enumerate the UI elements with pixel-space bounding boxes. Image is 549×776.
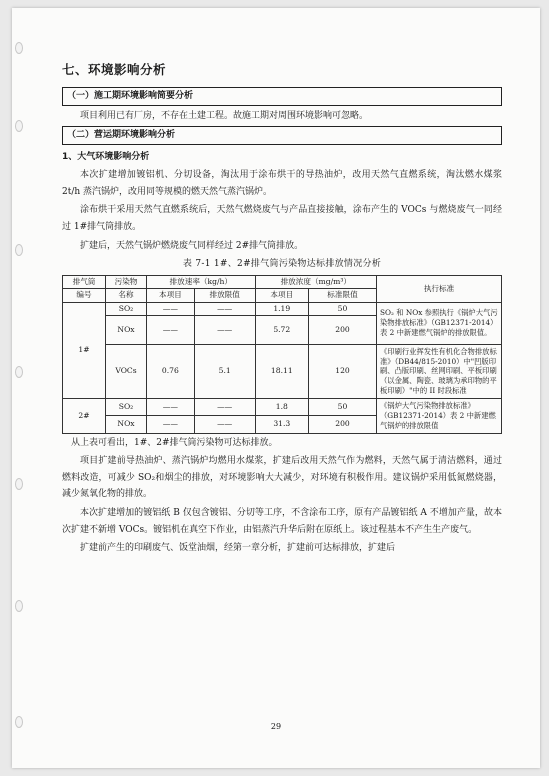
cell-conc-limit: 200 — [308, 315, 376, 344]
header-rate-limit: 排放限值 — [194, 289, 255, 302]
air-paragraph-2: 涂布烘干采用天然气直燃系统后，天然气燃烧废气与产品直接接触，涂布产生的 VOCs 与燃烧废气一同经过 1#排气筒排放。 — [62, 205, 502, 233]
cell-conc-limit: 50 — [308, 302, 376, 315]
air-heading: 1、大气环境影响分析 — [62, 151, 150, 162]
cell-conc-limit: 200 — [308, 416, 376, 433]
header-pollutant-name: 名称 — [106, 289, 147, 302]
cell-pollutant: VOCs — [106, 344, 147, 398]
cell-conc-limit: 120 — [308, 344, 376, 398]
standard-boiler-2: 《锅炉大气污染物排放标准》（GB12371-2014）表 2 中新建燃气锅炉的排放限值 — [377, 399, 502, 434]
cell-pollutant: NOx — [106, 416, 147, 433]
cell-conc: 1.19 — [255, 302, 308, 315]
header-conc-limit: 标准限值 — [308, 289, 376, 302]
binding-hole — [15, 478, 23, 490]
header-conc: 排放浓度（mg/m³） — [255, 276, 376, 289]
cell-conc-limit: 50 — [308, 399, 376, 416]
page-content — [62, 58, 502, 559]
operation-heading: （二）营运期环境影响分析 — [62, 126, 502, 144]
cell-conc: 1.8 — [255, 399, 308, 416]
vocs-paragraph: 本次扩建增加的镀铝纸 B 仅包含镀铝、分切等工序，不含涂布工序，原有产品镀铝纸 A 不增加产量，故本次扩建不新增 VOCs。镀铝机在真空下作业，由铝蒸汽升华后附在原纸上。该过程基本不产生生产废气。 — [62, 508, 502, 535]
cell-rate: 0.76 — [147, 344, 195, 398]
cell-rate: —— — [147, 302, 195, 315]
cell-conc: 18.11 — [255, 344, 308, 398]
section-title: 七、环境影响分析 — [62, 62, 167, 77]
table-row — [63, 302, 502, 315]
construction-heading: （一）施工期环境影响简要分析 — [62, 87, 502, 105]
table-caption: 表 7-1 1#、2#排气筒污染物达标排放情况分析 — [182, 259, 382, 270]
cell-pollutant: SO₂ — [106, 302, 147, 315]
cell-rate: —— — [147, 416, 195, 433]
page-number: 29 — [270, 722, 282, 731]
header-stack-no: 编号 — [63, 289, 106, 302]
stack-2-label: 2# — [63, 399, 106, 434]
header-rate: 排放速率（kg/h） — [147, 276, 256, 289]
cell-rate-limit: —— — [194, 416, 255, 433]
cell-pollutant: SO₂ — [106, 399, 147, 416]
cell-rate: —— — [147, 315, 195, 344]
document-page — [12, 8, 540, 768]
header-rate-project: 本项目 — [147, 289, 195, 302]
air-paragraph-3: 扩建后，天然气锅炉燃烧废气同样经过 2#排气筒排放。 — [80, 240, 304, 251]
standard-printing: 《印刷行业挥发性有机化合物排放标准》（DB44/815-2010）中"凹版印刷、凸版印刷、丝网印刷、平板印刷（以金属、陶瓷、玻璃为承印物的平板印刷）"中的 II 时段标准 — [377, 344, 502, 398]
binding-hole — [15, 244, 23, 256]
binding-hole — [15, 600, 23, 612]
printing-paragraph: 扩建前产生的印刷废气、饭堂油烟，经第一章分析，扩建前可达标排放，扩建后 — [80, 543, 396, 554]
cell-rate: —— — [147, 399, 195, 416]
emission-table — [62, 275, 502, 434]
cell-conc: 31.3 — [255, 416, 308, 433]
cell-rate-limit: —— — [194, 315, 255, 344]
cell-rate-limit: 5.1 — [194, 344, 255, 398]
binding-hole — [15, 366, 23, 378]
cell-rate-limit: —— — [194, 399, 255, 416]
binding-hole — [15, 120, 23, 132]
header-conc-project: 本项目 — [255, 289, 308, 302]
header-standard: 执行标准 — [377, 276, 502, 303]
binding-hole — [15, 42, 23, 54]
fuel-paragraph: 项目扩建前导热油炉、蒸汽锅炉均燃用水煤浆，扩建后改用天然气作为燃料，天然气属于清洁燃料，通过燃料改造，可减少 SO₂和烟尘的排放，对环境影响大大减少，对环境有积极作用。建议锅炉采用低氮燃烧器，减少氮氧化物的排放。 — [62, 456, 502, 500]
header-stack: 排气筒 — [63, 276, 106, 289]
cell-conc: 5.72 — [255, 315, 308, 344]
table-row — [63, 399, 502, 416]
standard-boiler-1: SO₂ 和 NOx 参照执行《锅炉大气污染物排放标准》（GB12371-2014）表 2 中新建燃气锅炉的排放限值。 — [377, 302, 502, 344]
header-pollutant: 污染物 — [106, 276, 147, 289]
table-note: 从上表可看出，1#、2#排气筒污染物可达标排放。 — [71, 437, 278, 448]
stack-1-label: 1# — [63, 302, 106, 398]
construction-paragraph: 项目利用已有厂房，不存在土建工程。故施工期对周围环境影响可忽略。 — [80, 110, 369, 121]
cell-rate-limit: —— — [194, 302, 255, 315]
air-paragraph-1: 本次扩建增加镀铝机、分切设备，淘汰用于涂布烘干的导热油炉，改用天然气直燃系统，淘汰燃水煤浆 2t/h 蒸汽锅炉，改用同等规模的燃天然气蒸汽锅炉。 — [62, 170, 502, 197]
table-row — [63, 344, 502, 398]
cell-pollutant: NOx — [106, 315, 147, 344]
